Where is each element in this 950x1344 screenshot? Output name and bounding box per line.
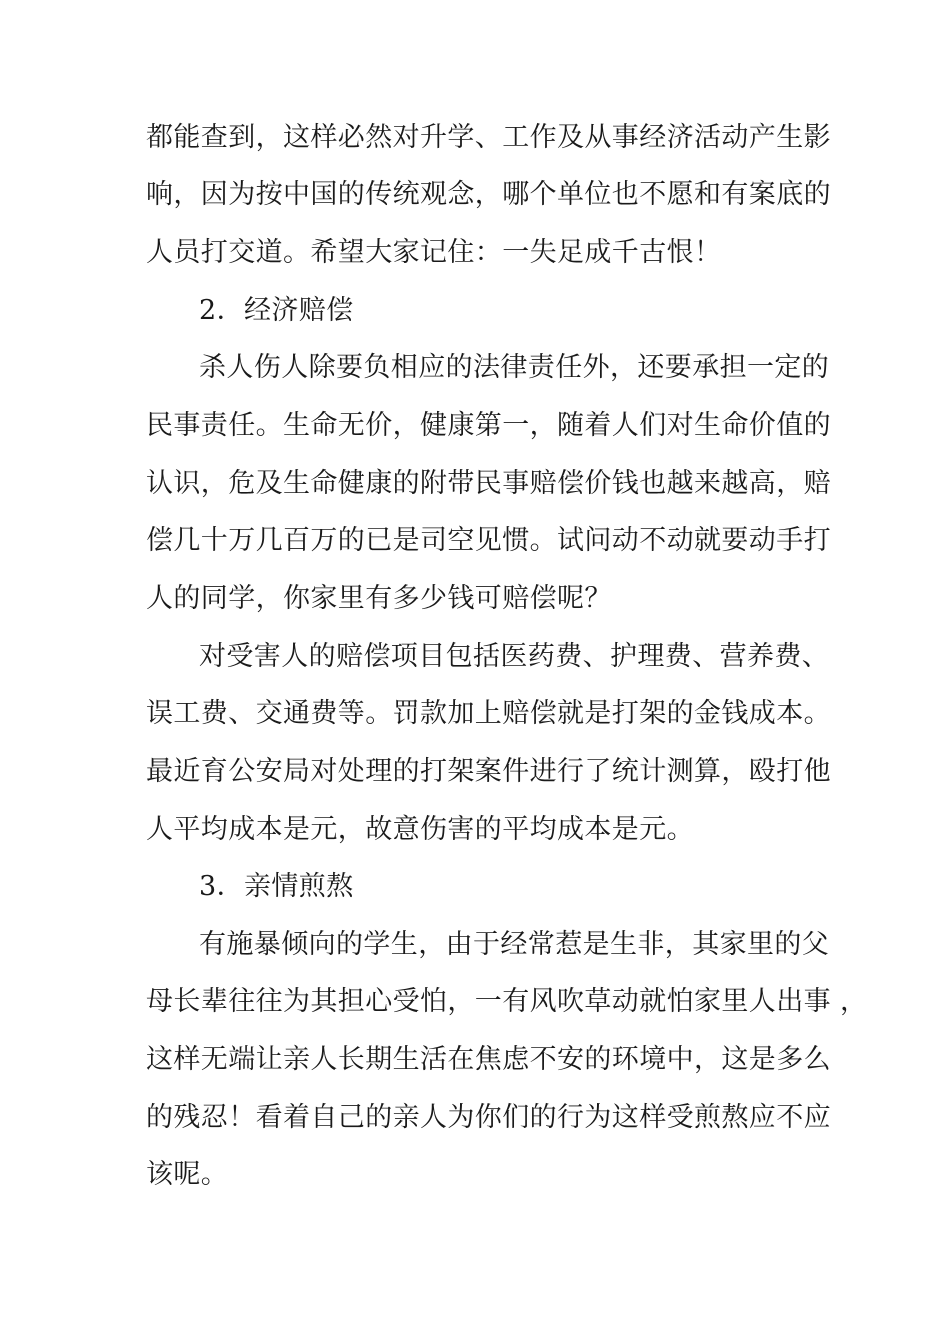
- body-text-line: 民事责任。生命无价，健康第一，随着人们对生命价值的: [146, 410, 831, 441]
- body-text-line: 这样无端让亲人长期生活在焦虑不安的环境中，这是多么: [146, 1044, 831, 1075]
- body-text-line: 的残忍！看着自己的亲人为你们的行为这样受煎熬应不应: [146, 1102, 831, 1133]
- body-text-line: 有施暴倾向的学生，由于经常惹是生非，其家里的父: [199, 929, 830, 960]
- body-text-line: 人的同学，你家里有多少钱可赔偿呢？: [146, 583, 612, 614]
- body-text-line: 误工费、交通费等。罚款加上赔偿就是打架的金钱成本。: [146, 698, 831, 729]
- body-text-line: 都能查到，这样必然对升学、工作及从事经济活动产生影: [146, 122, 831, 153]
- body-text-line: 人平均成本是元，故意伤害的平均成本是元。: [146, 814, 694, 845]
- section-heading: 3．亲情煎熬: [199, 871, 354, 902]
- body-text-line: 人员打交道。希望大家记住：一失足成千古恨！: [146, 237, 722, 268]
- body-text-line: 最近育公安局对处理的打架案件进行了统计测算，殴打他: [146, 756, 831, 787]
- body-text-line: 该呢。: [146, 1159, 229, 1190]
- section-heading: 2．经济赔偿: [199, 295, 354, 326]
- body-text-line: 对受害人的赔偿项目包括医药费、护理费、营养费、: [199, 641, 830, 672]
- body-text-line: 杀人伤人除要负相应的法律责任外，还要承担一定的: [199, 352, 830, 383]
- body-text-line: 母长辈往往为其担心受怕，一有风吹草动就怕家里人出事 ，: [146, 986, 868, 1017]
- body-text-line: 认识，危及生命健康的附带民事赔偿价钱也越来越高，赔: [146, 468, 831, 499]
- body-text-line: 响，因为按中国的传统观念，哪个单位也不愿和有案底的: [146, 179, 831, 210]
- body-text-line: 偿几十万几百万的已是司空见惯。试问动不动就要动手打: [146, 525, 831, 556]
